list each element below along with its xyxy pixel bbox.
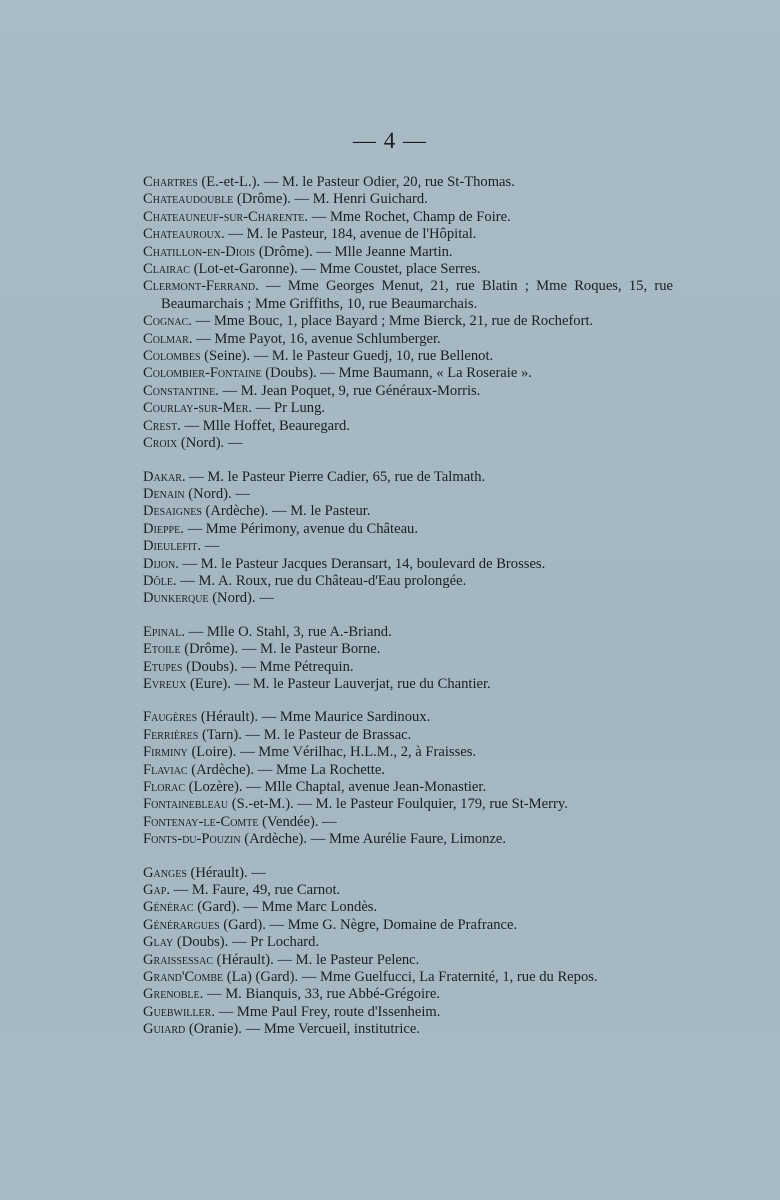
entry-text: (Eure). — M. le Pasteur Lauverjat, rue du Chantier. — [186, 675, 491, 692]
entry-text: (Doubs). — Mme Baumann, « La Roseraie ». — [261, 365, 532, 382]
directory-entry — [143, 624, 673, 641]
entry-text: . — Mlle Hoffet, Beauregard. — [177, 417, 350, 434]
entry-text: . — M. le Pasteur Pierre Cadier, 65, rue de Talmath. — [181, 468, 486, 485]
place-name: Etoile — [143, 641, 181, 658]
place-name: Denain — [143, 485, 185, 502]
place-name: Guebwiller — [143, 1003, 212, 1020]
directory-entry — [143, 348, 673, 365]
place-name: Evreux — [143, 675, 187, 692]
directory-entry — [143, 986, 673, 1003]
place-name: Chateaudouble — [143, 191, 234, 208]
entry-text: (S.-et-M.). — M. le Pasteur Foulquier, 179, rue St-Merry. — [228, 796, 568, 813]
directory-entry — [143, 174, 673, 191]
entry-text: (La) (Gard). — Mme Guelfucci, La Fraternité, 1, rue du Repos. — [223, 969, 598, 986]
place-name: Gap — [143, 882, 167, 899]
place-name: Chateauneuf-sur-Charente — [143, 208, 305, 225]
place-name: Dakar — [143, 468, 182, 485]
place-name: Dieppe — [143, 520, 181, 537]
entry-text: (Lozère). — Mlle Chaptal, avenue Jean-Monastier. — [185, 779, 487, 795]
directory-entry — [143, 261, 673, 278]
place-name: Grenoble — [143, 986, 200, 1003]
place-name: Ferrières — [143, 726, 199, 743]
place-name: Chatillon-en-Diois — [143, 243, 256, 260]
entry-text: (Drôme). — M. Henri Guichard. — [233, 191, 428, 208]
directory-entry — [143, 899, 673, 916]
entry-text: (Ardèche). — Mme La Rochette. — [187, 761, 385, 778]
place-name: Etupes — [143, 658, 183, 675]
entry-text: (Nord). — — [208, 590, 274, 607]
entry-text: . — M. le Pasteur Jacques Deransart, 14, boulevard de Brosses. — [175, 555, 546, 572]
entry-text: (Seine). — M. le Pasteur Guedj, 10, rue Bellenot. — [200, 348, 494, 365]
place-name: Crest — [143, 417, 178, 434]
entry-text: (E.-et-L.). — M. le Pasteur Odier, 20, rue St-Thomas. — [197, 174, 515, 190]
place-name: Dieulefit — [143, 538, 198, 555]
directory-entry — [143, 331, 673, 348]
entry-text: (Ardèche). — Mme Aurélie Faure, Limonze. — [240, 831, 507, 848]
place-name: Cognac — [143, 313, 189, 330]
place-name: Desaignes — [143, 503, 202, 520]
directory-entry — [143, 865, 673, 882]
directory-entry — [143, 469, 673, 486]
place-name: Constantine — [143, 382, 216, 399]
directory-entry — [143, 917, 673, 934]
place-name: Firminy — [143, 744, 188, 761]
entry-text: . — M. Jean Poquet, 9, rue Généraux-Morris. — [215, 382, 481, 399]
group-separator — [143, 693, 673, 709]
directory-entry — [143, 762, 673, 779]
entry-text: . — Mlle O. Stahl, 3, rue A.-Briand. — [181, 623, 392, 640]
group-separator — [143, 608, 673, 624]
place-name: Glay — [143, 934, 174, 951]
entry-text: . — Mme Georges Menut, 21, rue Blatin ; Mme Roques, 15, rue Beaumarchais ; Mme Griffiths, 10, rue Beaumarchais. — [161, 278, 673, 312]
directory-entry — [143, 1004, 673, 1021]
group-separator — [143, 849, 673, 865]
directory-entry — [143, 590, 673, 607]
entry-text: . — — [197, 538, 220, 555]
entry-text: (Doubs). — Mme Pétrequin. — [182, 658, 354, 675]
directory-entry — [143, 556, 673, 573]
place-name: Générac — [143, 899, 194, 916]
place-name: Clermont-Ferrand — [143, 278, 256, 295]
place-name: Flaviac — [143, 761, 188, 778]
directory-entry — [143, 934, 673, 951]
place-name: Faugères — [143, 709, 198, 726]
directory-entry — [143, 882, 673, 899]
entry-text: (Gard). — Mme Marc Londès. — [193, 899, 378, 916]
entry-text: . — Pr Lung. — [248, 400, 326, 417]
entry-text: (Gard). — Mme G. Nègre, Domaine de Prafrance. — [219, 916, 518, 933]
entry-text: (Doubs). — Pr Lochard. — [173, 934, 320, 951]
entry-text: . — M. Faure, 49, rue Carnot. — [166, 882, 341, 899]
entry-text: . — Mme Payot, 16, avenue Schlumberger. — [188, 330, 441, 347]
entry-text: (Nord). — — [177, 435, 243, 452]
entry-text: (Hérault). — — [186, 864, 266, 881]
directory-entry — [143, 521, 673, 538]
place-name: Fontenay-le-Comte — [143, 813, 259, 830]
entry-text: . — Mme Périmony, avenue du Château. — [180, 520, 418, 537]
place-name: Clairac — [143, 261, 190, 278]
place-name: Graissessac — [143, 951, 214, 968]
directory-entry — [143, 313, 673, 330]
entry-text: (Ardèche). — M. le Pasteur. — [201, 503, 371, 520]
place-name: Dijon — [143, 555, 176, 572]
entry-text: (Lot-et-Garonne). — Mme Coustet, place Serres. — [189, 261, 481, 278]
entry-text: . — M. A. Roux, rue du Château-d'Eau prolongée. — [172, 572, 467, 589]
entry-text: . — M. Bianquis, 33, rue Abbé-Grégoire. — [199, 986, 441, 1003]
directory-entry — [143, 831, 673, 848]
directory-entry — [143, 969, 673, 986]
place-name: Chartres — [143, 174, 198, 190]
place-name: Colombier-Fontaine — [143, 365, 262, 382]
directory-entry — [143, 486, 673, 503]
entry-text: (Vendée). — — [258, 813, 337, 830]
entry-text: . — Mme Paul Frey, route d'Issenheim. — [211, 1003, 441, 1020]
directory-entry — [143, 709, 673, 726]
place-name: Croix — [143, 435, 178, 452]
group-separator — [143, 453, 673, 469]
directory-entry — [143, 435, 673, 452]
directory-entry — [143, 244, 673, 261]
page-number: — 4 — — [353, 128, 427, 153]
place-name: Chateauroux — [143, 226, 222, 243]
place-name: Courlay-sur-Mer — [143, 400, 249, 417]
entry-text: (Hérault). — Mme Maurice Sardinoux. — [197, 709, 431, 726]
directory-entry — [143, 278, 673, 313]
place-name: Grand'Combe — [143, 969, 224, 986]
place-name: Colombes — [143, 348, 201, 365]
place-name: Guiard — [143, 1021, 186, 1038]
entry-text: (Oranie). — Mme Vercueil, institutrice. — [185, 1021, 421, 1038]
directory-entry — [143, 418, 673, 435]
place-name: Epinal — [143, 623, 182, 640]
directory-entry — [143, 209, 673, 226]
directory-entry — [143, 400, 673, 417]
place-name: Fontainebleau — [143, 796, 229, 813]
entry-text: (Drôme). — Mlle Jeanne Martin. — [255, 243, 453, 260]
place-name: Générargues — [143, 916, 220, 933]
directory-list — [143, 174, 673, 1039]
entry-text: . — M. le Pasteur, 184, avenue de l'Hôpital. — [221, 226, 477, 243]
entry-text: . — Mme Rochet, Champ de Foire. — [304, 208, 511, 225]
directory-entry — [143, 727, 673, 744]
place-name: Florac — [143, 779, 186, 795]
entry-text: (Drôme). — M. le Pasteur Borne. — [180, 641, 381, 658]
place-name: Dôle — [143, 572, 173, 589]
entry-text: . — Mme Bouc, 1, place Bayard ; Mme Bierck, 21, rue de Rochefort. — [188, 313, 594, 330]
directory-entry — [143, 191, 673, 208]
directory-entry — [143, 503, 673, 520]
directory-entry — [143, 814, 673, 831]
place-name: Dunkerque — [143, 590, 209, 607]
directory-entry — [143, 1021, 673, 1038]
directory-entry — [143, 573, 673, 590]
entry-text: (Tarn). — M. le Pasteur de Brassac. — [198, 726, 412, 743]
directory-entry — [143, 744, 673, 761]
directory-entry — [143, 779, 673, 796]
directory-entry — [143, 796, 673, 813]
place-name: Fonts-du-Pouzin — [143, 831, 241, 848]
entry-text: (Loire). — Mme Vérilhac, H.L.M., 2, à Fraisses. — [187, 744, 477, 761]
place-name: Colmar — [143, 330, 189, 347]
place-name: Ganges — [143, 864, 187, 881]
directory-entry — [143, 538, 673, 555]
directory-entry — [143, 952, 673, 969]
directory-entry — [143, 659, 673, 676]
directory-entry — [143, 383, 673, 400]
entry-text: (Hérault). — M. le Pasteur Pelenc. — [213, 951, 420, 968]
directory-entry — [143, 641, 673, 658]
directory-entry — [143, 226, 673, 243]
directory-entry — [143, 676, 673, 693]
directory-entry — [143, 365, 673, 382]
entry-text: (Nord). — — [184, 485, 250, 502]
